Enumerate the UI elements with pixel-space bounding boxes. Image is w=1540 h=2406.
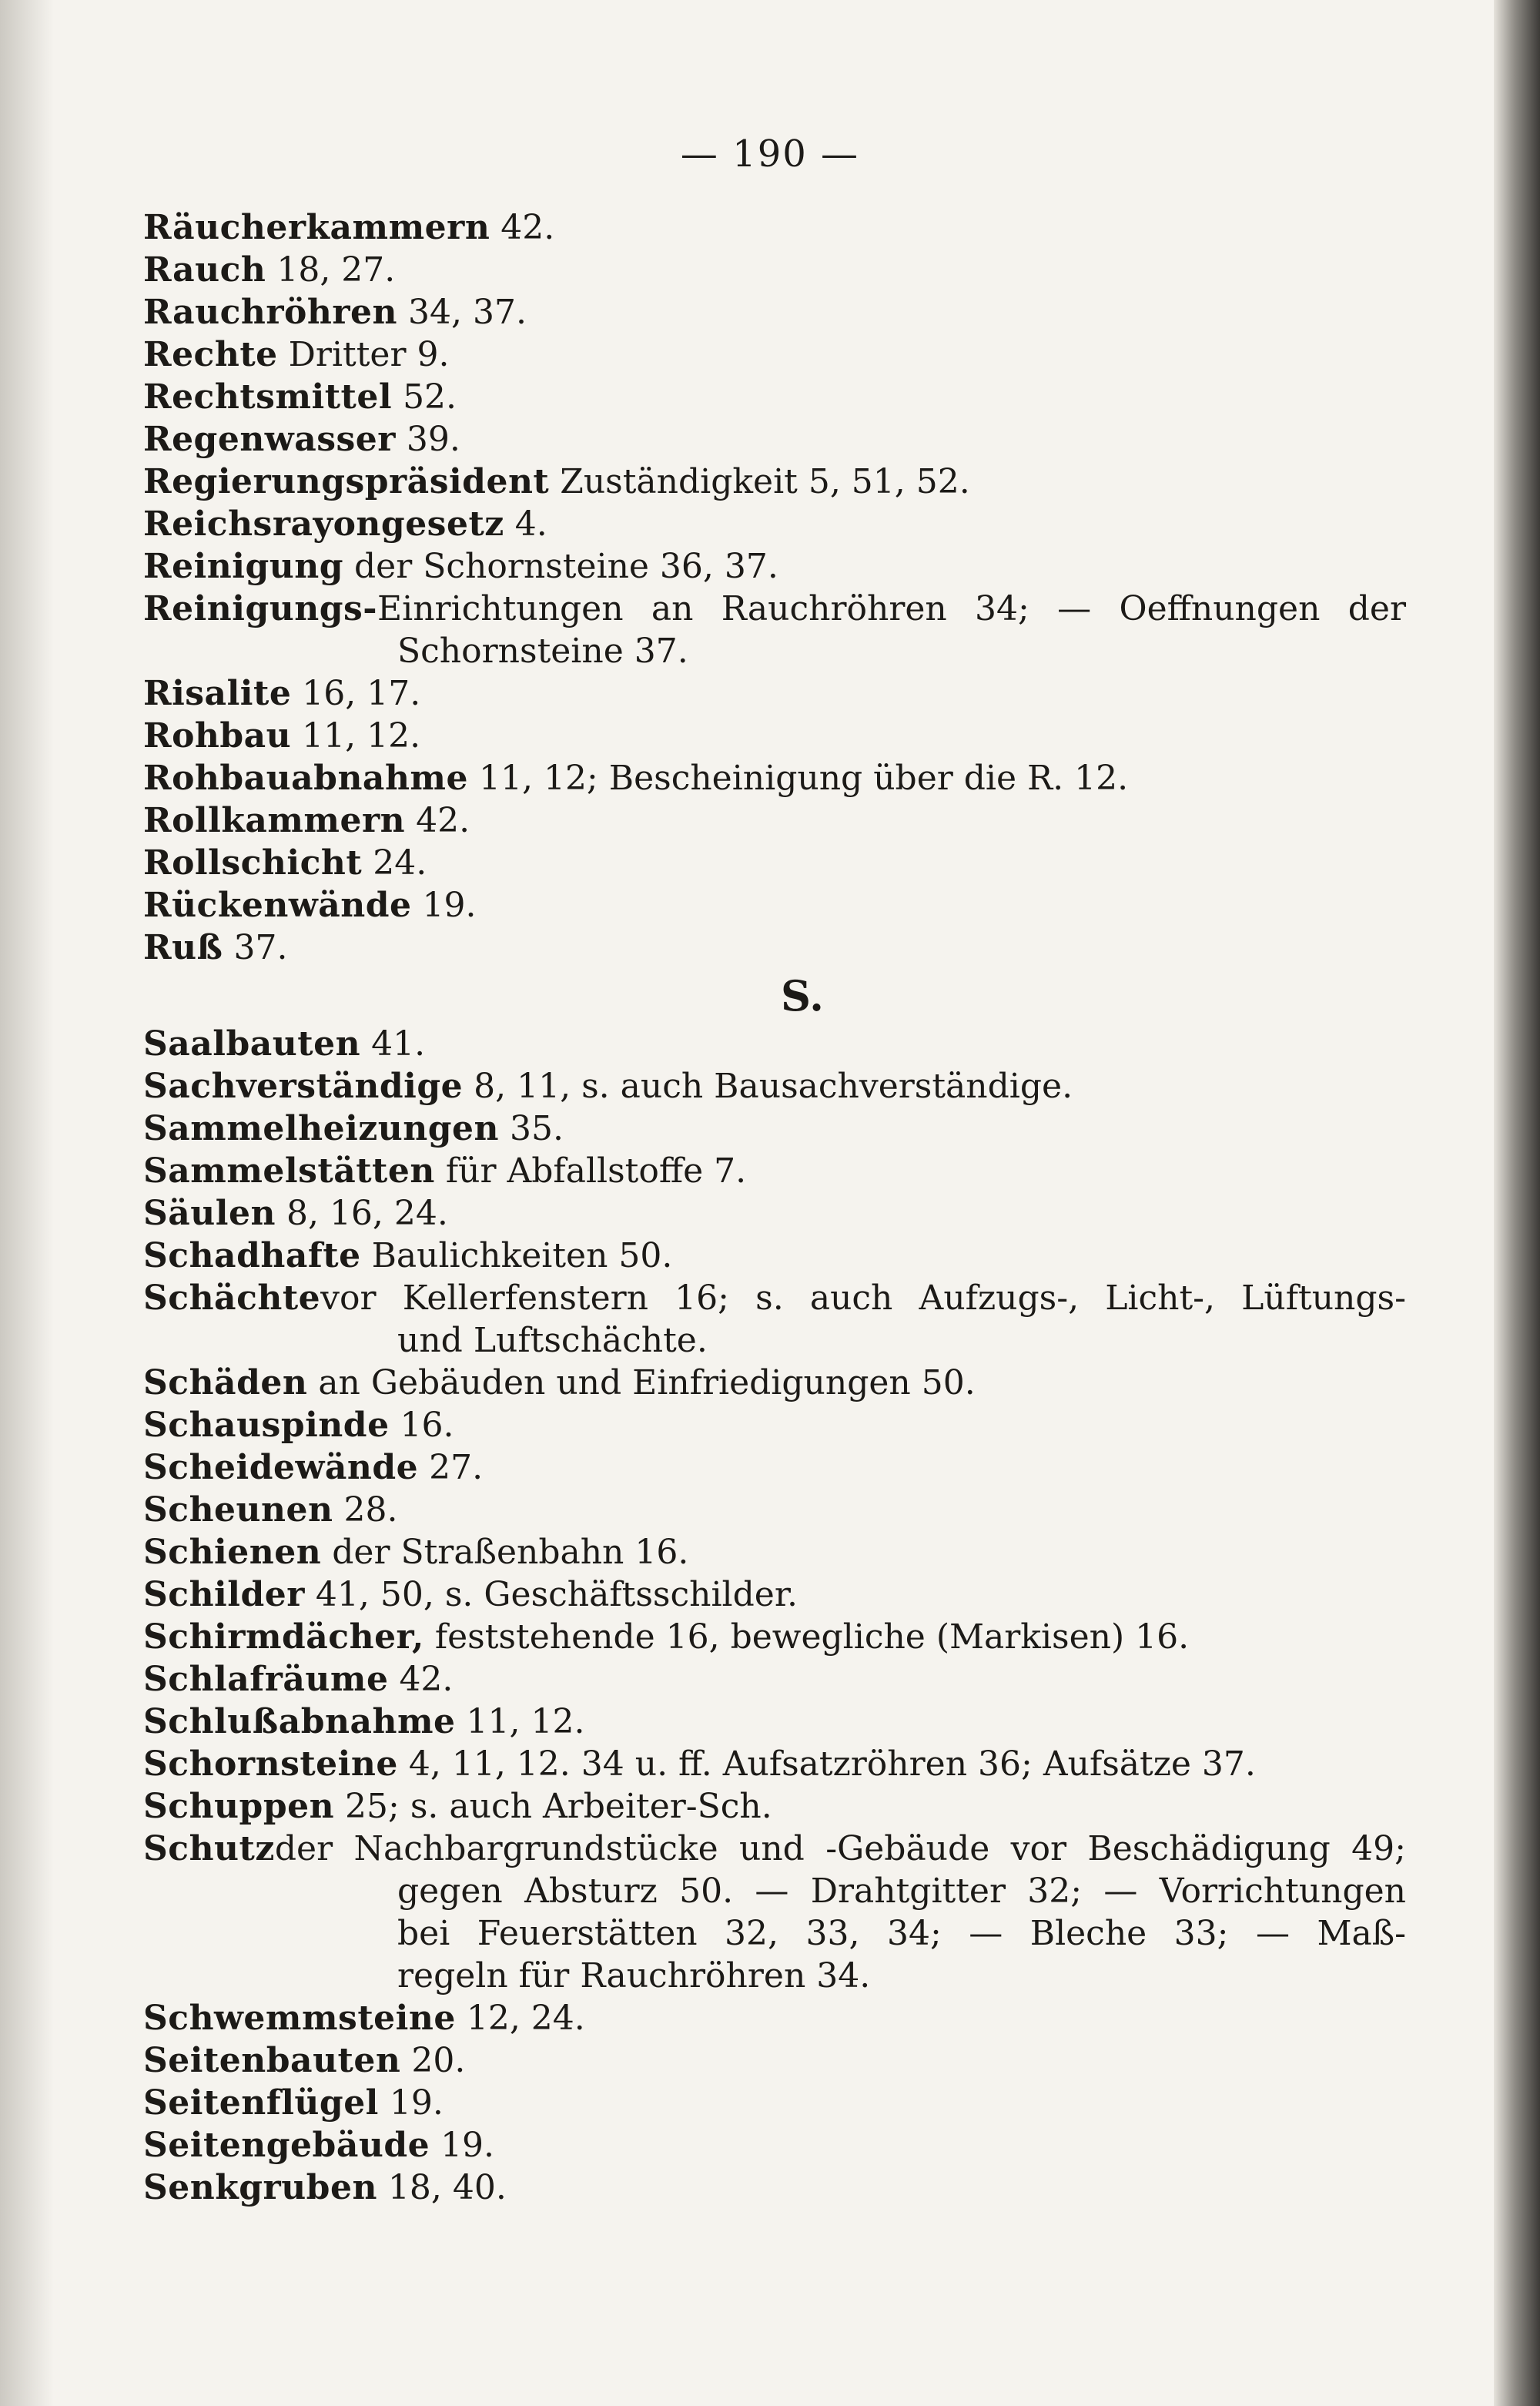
index-refs: Einrichtungen an Rauchröhren 34; — Oeffnungen der <box>377 589 1406 628</box>
index-term: Reichsrayongesetz <box>143 504 504 544</box>
index-entry <box>143 2124 1406 2166</box>
index-term: Seitengebäude <box>143 2126 430 2165</box>
page-edge <box>1494 0 1540 2406</box>
index-term: Schienen <box>143 1533 322 1572</box>
index-refs: für Abfallstoffe 7. <box>434 1151 747 1191</box>
index-refs: Zuständigkeit 5, 51, 52. <box>549 462 970 501</box>
index-refs: vor Kellerfenstern 16; s. auch Aufzugs-, Licht-, Lüftungs- <box>320 1278 1406 1318</box>
index-term: Rauchröhren <box>143 293 398 332</box>
index-refs: 35. <box>499 1109 564 1148</box>
index-refs: 11, 12. <box>455 1702 585 1741</box>
index-entry-schaechte <box>143 1277 1406 1362</box>
index-refs: 34, 37. <box>397 293 527 332</box>
index-term: Schuppen <box>143 1787 335 1826</box>
index-refs: 37. <box>223 928 288 967</box>
index-refs: 24. <box>362 843 427 883</box>
index-refs: 18, 27. <box>266 250 396 290</box>
index-refs: feststehende 16, bewegliche (Markisen) 16. <box>424 1617 1190 1657</box>
index-entry-schutz <box>143 1828 1406 1997</box>
index-term: Regenwasser <box>143 420 396 459</box>
index-term: Rohbau <box>143 716 292 756</box>
index-refs: 52. <box>392 377 457 417</box>
index-entry <box>143 1023 1406 1065</box>
index-term: Schäden <box>143 1363 308 1402</box>
index-refs: 19. <box>411 886 477 925</box>
index-refs: 12, 24. <box>455 1999 585 2038</box>
index-refs-continued: Schornsteine 37. <box>397 632 688 671</box>
index-term: Schlußabnahme <box>143 1702 456 1741</box>
index-refs: 42. <box>490 208 555 247</box>
index-term: Rollkammern <box>143 801 406 840</box>
index-refs: der Nachbargrundstücke und -Gebäude vor Beschädigung 49; <box>274 1829 1406 1868</box>
index-refs: 28. <box>333 1490 398 1530</box>
index-entry <box>143 1362 1406 1404</box>
index-term: Rechtsmittel <box>143 377 393 417</box>
index-term: Sammelstätten <box>143 1151 435 1191</box>
index-entry <box>143 376 1406 418</box>
index-term: Sachverständige <box>143 1067 464 1106</box>
index-refs: 25; s. auch Arbeiter-Sch. <box>334 1787 772 1826</box>
index-entry <box>143 1446 1406 1489</box>
index-term: Rohbauabnahme <box>143 759 468 798</box>
index-entry <box>143 1743 1406 1785</box>
index-term: Säulen <box>143 1194 276 1233</box>
index-entry <box>143 545 1406 588</box>
index-term: Risalite <box>143 674 292 713</box>
index-entry <box>143 503 1406 545</box>
index-refs-continued: bei Feuerstätten 32, 33, 34; — Bleche 33; — Maß- <box>397 1914 1406 1953</box>
index-term: Senkgruben <box>143 2168 377 2207</box>
index-term: Schächte <box>143 1278 321 1318</box>
index-refs: Dritter 9. <box>277 335 450 374</box>
index-term: Schornsteine <box>143 1744 398 1784</box>
section-heading-s: S. <box>781 971 824 1020</box>
index-term: Schadhafte <box>143 1236 361 1275</box>
index-entry <box>143 1107 1406 1150</box>
index-refs-continued: gegen Absturz 50. — Drahtgitter 32; — Vorrichtungen <box>397 1872 1406 1911</box>
index-refs: 4, 11, 12. 34 u. ff. Aufsatzröhren 36; Aufsätze 37. <box>397 1744 1256 1784</box>
index-refs: 19. <box>430 2126 495 2165</box>
index-entry <box>143 842 1406 884</box>
index-term: Rechte <box>143 335 278 374</box>
index-term: Regierungspräsident <box>143 462 550 501</box>
index-entry <box>143 757 1406 799</box>
index-refs-continued: regeln für Rauchröhren 34. <box>397 1956 871 1996</box>
index-term: Räucherkammern <box>143 208 490 247</box>
index-refs: 42. <box>388 1660 454 1699</box>
index-entry <box>143 291 1406 333</box>
index-entry <box>143 1616 1406 1658</box>
index-entry-reinigungs <box>143 588 1406 672</box>
index-refs: Baulichkeiten 50. <box>360 1236 673 1275</box>
index-refs: 11, 12; Bescheinigung über die R. 12. <box>468 759 1129 798</box>
index-entry <box>143 799 1406 842</box>
index-entry <box>143 715 1406 757</box>
index-refs: 11, 12. <box>291 716 421 756</box>
index-term: Schilder <box>143 1575 305 1614</box>
index-entry <box>143 2039 1406 2082</box>
index-term: Seitenflügel <box>143 2083 379 2123</box>
index-term: Scheidewände <box>143 1448 419 1487</box>
index-refs: der Straßenbahn 16. <box>321 1533 689 1572</box>
index-refs: 18, 40. <box>377 2168 507 2207</box>
index-entry <box>143 1997 1406 2039</box>
index-entry <box>143 1192 1406 1235</box>
index-refs: 20. <box>400 2041 466 2080</box>
index-term: Rückenwände <box>143 886 412 925</box>
index-refs: der Schornsteine 36, 37. <box>343 547 778 586</box>
index-refs: 16. <box>389 1406 454 1445</box>
index-refs: 39. <box>395 420 460 459</box>
index-term: Reinigungs- <box>143 589 378 628</box>
index-term: Reinigung <box>143 547 343 586</box>
page-number: — 190 — <box>680 132 860 176</box>
index-entry <box>143 418 1406 461</box>
index-term: Schauspinde <box>143 1406 390 1445</box>
index-entry <box>143 249 1406 291</box>
index-term: Rollschicht <box>143 843 363 883</box>
index-refs: 8, 16, 24. <box>275 1194 448 1233</box>
index-entry <box>143 884 1406 927</box>
index-entry <box>143 1531 1406 1573</box>
index-entry <box>143 1150 1406 1192</box>
index-entry <box>143 1573 1406 1616</box>
index-entry <box>143 1658 1406 1701</box>
index-refs: 8, 11, s. auch Bausachverständige. <box>463 1067 1073 1106</box>
index-entry <box>143 927 1406 969</box>
index-term: Schutz <box>143 1829 275 1868</box>
index-term: Rauch <box>143 250 266 290</box>
index-refs: 4. <box>504 504 547 544</box>
index-entry <box>143 1065 1406 1107</box>
index-refs: 27. <box>418 1448 484 1487</box>
index-term: Seitenbauten <box>143 2041 401 2080</box>
page-shadow <box>0 0 54 2406</box>
index-refs: an Gebäuden und Einfriedigungen 50. <box>307 1363 976 1402</box>
index-refs: 16, 17. <box>291 674 421 713</box>
index-list <box>143 206 1406 2209</box>
index-entry <box>143 2166 1406 2209</box>
index-refs: 41, 50, s. Geschäftsschilder. <box>304 1575 798 1614</box>
index-entry <box>143 1701 1406 1743</box>
index-entry <box>143 1404 1406 1446</box>
index-entry <box>143 1235 1406 1277</box>
index-term: Schlafräume <box>143 1660 389 1699</box>
index-refs: 42. <box>405 801 470 840</box>
index-term: Saalbauten <box>143 1024 361 1064</box>
index-term: Sammelheizungen <box>143 1109 500 1148</box>
index-refs: 41. <box>360 1024 426 1064</box>
index-term: Schwemmsteine <box>143 1999 456 2038</box>
index-term: Schirmdächer, <box>143 1617 424 1657</box>
index-entry <box>143 461 1406 503</box>
index-entry <box>143 1489 1406 1531</box>
index-entry <box>143 333 1406 376</box>
index-entry <box>143 2082 1406 2124</box>
index-refs-continued: und Luftschächte. <box>397 1321 708 1360</box>
index-term: Scheunen <box>143 1490 333 1530</box>
index-term: Ruß <box>143 928 223 967</box>
index-entry <box>143 1785 1406 1828</box>
index-entry <box>143 672 1406 715</box>
index-refs: 19. <box>378 2083 444 2123</box>
index-entry <box>143 206 1406 249</box>
